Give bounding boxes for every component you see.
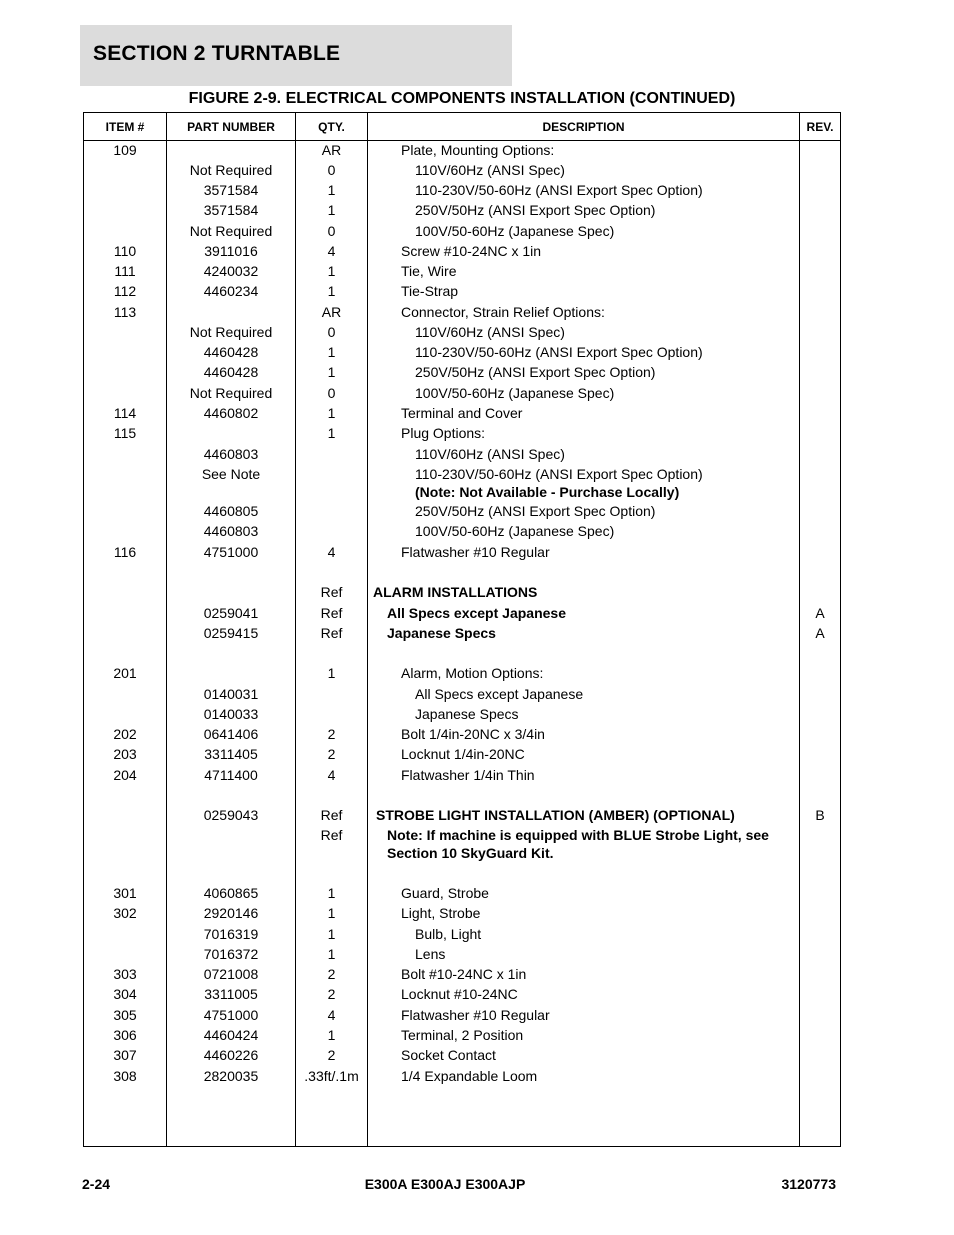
table-row — [84, 543, 840, 561]
quantity: Ref — [320, 584, 343, 600]
table-row — [84, 925, 840, 943]
revision: A — [815, 605, 825, 621]
part-number: 4460226 — [203, 1047, 259, 1063]
model-numbers: E300A E300AJ E300AJP — [364, 1176, 526, 1192]
quantity: 1 — [327, 926, 336, 942]
part-number: 4460428 — [203, 364, 259, 380]
table-row — [84, 161, 840, 179]
description: 110V/60Hz (ANSI Spec) — [415, 446, 565, 462]
description: Plate, Mounting Options: — [401, 142, 555, 158]
figure-title: FIGURE 2-9. ELECTRICAL COMPONENTS INSTALLATION (CONTINUED) — [188, 90, 736, 107]
description: 100V/50-60Hz (Japanese Spec) — [415, 223, 615, 239]
quantity: Ref — [320, 625, 343, 641]
description: Terminal and Cover — [401, 405, 523, 421]
quantity: 1 — [327, 364, 336, 380]
description: Flatwasher #10 Regular — [401, 544, 550, 560]
part-number: 4460802 — [203, 405, 259, 421]
quantity: 1 — [327, 425, 336, 441]
section-header — [80, 25, 512, 86]
header-item: ITEM # — [105, 120, 145, 134]
part-number: 4751000 — [203, 544, 259, 560]
table-row — [84, 725, 840, 743]
item-number: 115 — [113, 425, 137, 441]
description: Section 10 SkyGuard Kit. — [387, 845, 554, 861]
description: All Specs except Japanese — [387, 605, 566, 621]
part-number: See Note — [201, 466, 261, 482]
description: Socket Contact — [401, 1047, 496, 1063]
item-number: 204 — [113, 767, 137, 783]
table-row — [84, 685, 840, 703]
table-row — [84, 323, 840, 341]
item-number: 308 — [113, 1068, 137, 1084]
table-row — [84, 904, 840, 922]
part-number: 0721008 — [203, 966, 259, 982]
part-number: 4060865 — [203, 885, 259, 901]
description: Light, Strobe — [401, 905, 481, 921]
table-row — [84, 965, 840, 983]
quantity: 0 — [327, 162, 336, 178]
description: Note: If machine is equipped with BLUE Strobe Light, see — [387, 827, 769, 843]
table-row — [84, 985, 840, 1003]
part-number: 4751000 — [203, 1007, 259, 1023]
quantity: 1 — [327, 263, 336, 279]
part-number: 4460234 — [203, 283, 259, 299]
part-number: 0259043 — [203, 807, 259, 823]
description: All Specs except Japanese — [415, 686, 584, 702]
description: 250V/50Hz (ANSI Export Spec Option) — [415, 503, 656, 519]
description: 110-230V/50-60Hz (ANSI Export Spec Option) — [415, 466, 703, 482]
table-row — [84, 745, 840, 763]
quantity: 2 — [327, 726, 336, 742]
quantity: 2 — [327, 986, 336, 1002]
description: (Note: Not Available - Purchase Locally) — [415, 484, 680, 500]
item-number: 202 — [113, 726, 137, 742]
quantity: 1 — [327, 405, 336, 421]
table-row — [84, 303, 840, 321]
item-number: 201 — [113, 665, 137, 681]
section-title: SECTION 2 TURNTABLE — [93, 42, 341, 65]
description: Terminal, 2 Position — [401, 1027, 524, 1043]
revision: A — [815, 625, 825, 641]
item-number: 109 — [113, 142, 137, 158]
quantity: 0 — [327, 223, 336, 239]
quantity: 2 — [327, 966, 336, 982]
part-number: 4460428 — [203, 344, 259, 360]
revision: B — [815, 807, 825, 823]
description: 110-230V/50-60Hz (ANSI Export Spec Option) — [415, 344, 703, 360]
parts-table — [83, 112, 841, 1147]
description: Tie-Strap — [401, 283, 459, 299]
part-number: 0140033 — [203, 706, 259, 722]
item-number: 302 — [113, 905, 137, 921]
part-number: 0140031 — [203, 686, 259, 702]
table-row — [84, 242, 840, 260]
quantity: 2 — [327, 746, 336, 762]
header-description: DESCRIPTION — [542, 120, 625, 134]
part-number: Not Required — [189, 223, 273, 239]
description: Flatwasher #10 Regular — [401, 1007, 550, 1023]
table-row — [84, 445, 840, 463]
description: 110-230V/50-60Hz (ANSI Export Spec Option) — [415, 182, 703, 198]
part-number: Not Required — [189, 162, 273, 178]
part-number: 3911016 — [204, 243, 258, 259]
quantity: 1 — [327, 202, 336, 218]
table-row — [84, 262, 840, 280]
description: Bulb, Light — [415, 926, 482, 942]
description: 110V/60Hz (ANSI Spec) — [415, 162, 565, 178]
table-row — [84, 465, 840, 483]
quantity: 1 — [327, 344, 336, 360]
part-number: 7016372 — [203, 946, 259, 962]
description: 100V/50-60Hz (Japanese Spec) — [415, 385, 615, 401]
part-number: Not Required — [189, 324, 273, 340]
table-row — [84, 884, 840, 902]
part-number: 3571584 — [203, 182, 259, 198]
description: Plug Options: — [401, 425, 486, 441]
item-number: 203 — [113, 746, 137, 762]
part-number: 2920146 — [203, 905, 259, 921]
table-row — [84, 1067, 840, 1085]
quantity: 1 — [327, 905, 336, 921]
quantity: Ref — [320, 807, 343, 823]
table-row — [84, 604, 840, 622]
description: STROBE LIGHT INSTALLATION (AMBER) (OPTIONAL) — [376, 807, 735, 823]
part-number: 3311005 — [204, 986, 258, 1002]
quantity: 1 — [327, 283, 336, 299]
item-number: 111 — [114, 263, 136, 279]
table-row — [84, 384, 840, 402]
part-number: 3311405 — [204, 746, 258, 762]
part-number: 3571584 — [203, 202, 259, 218]
part-number: 4460424 — [203, 1027, 259, 1043]
quantity: Ref — [320, 605, 343, 621]
item-number: 306 — [113, 1027, 137, 1043]
description: Alarm, Motion Options: — [401, 665, 544, 681]
table-row — [84, 201, 840, 219]
description: 1/4 Expandable Loom — [401, 1068, 538, 1084]
quantity: 1 — [327, 665, 336, 681]
table-row — [84, 181, 840, 199]
description: Tie, Wire — [401, 263, 457, 279]
table-row — [84, 583, 840, 601]
item-number: 116 — [113, 544, 137, 560]
quantity: 1 — [327, 1027, 336, 1043]
description: Connector, Strain Relief Options: — [401, 304, 605, 320]
table-row — [84, 222, 840, 240]
description: 250V/50Hz (ANSI Export Spec Option) — [415, 364, 656, 380]
table-row — [84, 483, 840, 501]
item-number: 303 — [113, 966, 137, 982]
quantity: 0 — [327, 324, 336, 340]
item-number: 307 — [113, 1047, 137, 1063]
table-row — [84, 945, 840, 963]
page-number: 2-24 — [82, 1176, 111, 1192]
part-number: 4460803 — [203, 523, 259, 539]
part-number: 4240032 — [203, 263, 259, 279]
part-number: Not Required — [189, 385, 273, 401]
quantity: Ref — [320, 827, 343, 843]
description: Bolt 1/4in-20NC x 3/4in — [401, 726, 545, 742]
item-number: 110 — [113, 243, 137, 259]
item-number: 305 — [113, 1007, 137, 1023]
description: Japanese Specs — [415, 706, 519, 722]
item-number: 112 — [113, 283, 137, 299]
table-row — [84, 766, 840, 784]
table-row — [84, 624, 840, 642]
table-row — [84, 282, 840, 300]
table-row — [84, 363, 840, 381]
table-row — [84, 826, 840, 844]
table-row — [84, 141, 840, 159]
quantity: 4 — [327, 1007, 336, 1023]
table-row — [84, 844, 840, 862]
description: Japanese Specs — [387, 625, 496, 641]
description: Locknut #10-24NC — [401, 986, 518, 1002]
quantity: AR — [321, 142, 342, 158]
table-row — [84, 1006, 840, 1024]
document-number: 3120773 — [781, 1176, 836, 1192]
table-row — [84, 1046, 840, 1064]
quantity: AR — [321, 304, 342, 320]
part-number: 4460803 — [203, 446, 259, 462]
item-number: 304 — [113, 986, 137, 1002]
header-part-number: PART NUMBER — [187, 120, 275, 134]
table-row — [84, 806, 840, 824]
item-number: 113 — [113, 304, 137, 320]
header-rev: REV. — [806, 120, 834, 134]
part-number: 0259415 — [203, 625, 259, 641]
part-number: 0259041 — [203, 605, 259, 621]
description: Bolt #10-24NC x 1in — [401, 966, 527, 982]
quantity: 1 — [327, 182, 336, 198]
table-row — [84, 424, 840, 442]
description: 100V/50-60Hz (Japanese Spec) — [415, 523, 615, 539]
description: ALARM INSTALLATIONS — [373, 584, 538, 600]
quantity: .33ft/.1m — [304, 1068, 359, 1084]
part-number: 4460805 — [203, 503, 259, 519]
quantity: 1 — [327, 946, 336, 962]
description: 110V/60Hz (ANSI Spec) — [415, 324, 565, 340]
table-row — [84, 502, 840, 520]
quantity: 4 — [327, 544, 336, 560]
part-number: 7016319 — [203, 926, 259, 942]
quantity: 1 — [327, 885, 336, 901]
quantity: 4 — [327, 767, 336, 783]
item-number: 114 — [113, 405, 137, 421]
table-row — [84, 404, 840, 422]
quantity: 0 — [327, 385, 336, 401]
description: Lens — [415, 946, 446, 962]
table-row — [84, 664, 840, 682]
quantity: 4 — [327, 243, 336, 259]
description: 250V/50Hz (ANSI Export Spec Option) — [415, 202, 656, 218]
part-number: 4711400 — [204, 767, 258, 783]
description: Screw #10-24NC x 1in — [401, 243, 542, 259]
description: Locknut 1/4in-20NC — [401, 746, 525, 762]
description: Guard, Strobe — [401, 885, 489, 901]
table-row — [84, 343, 840, 361]
part-number: 2820035 — [203, 1068, 259, 1084]
table-row — [84, 705, 840, 723]
item-number: 301 — [113, 885, 137, 901]
header-qty: QTY. — [318, 120, 345, 134]
table-row — [84, 522, 840, 540]
table-row — [84, 1026, 840, 1044]
description: Flatwasher 1/4in Thin — [401, 767, 535, 783]
part-number: 0641406 — [203, 726, 259, 742]
quantity: 2 — [327, 1047, 336, 1063]
